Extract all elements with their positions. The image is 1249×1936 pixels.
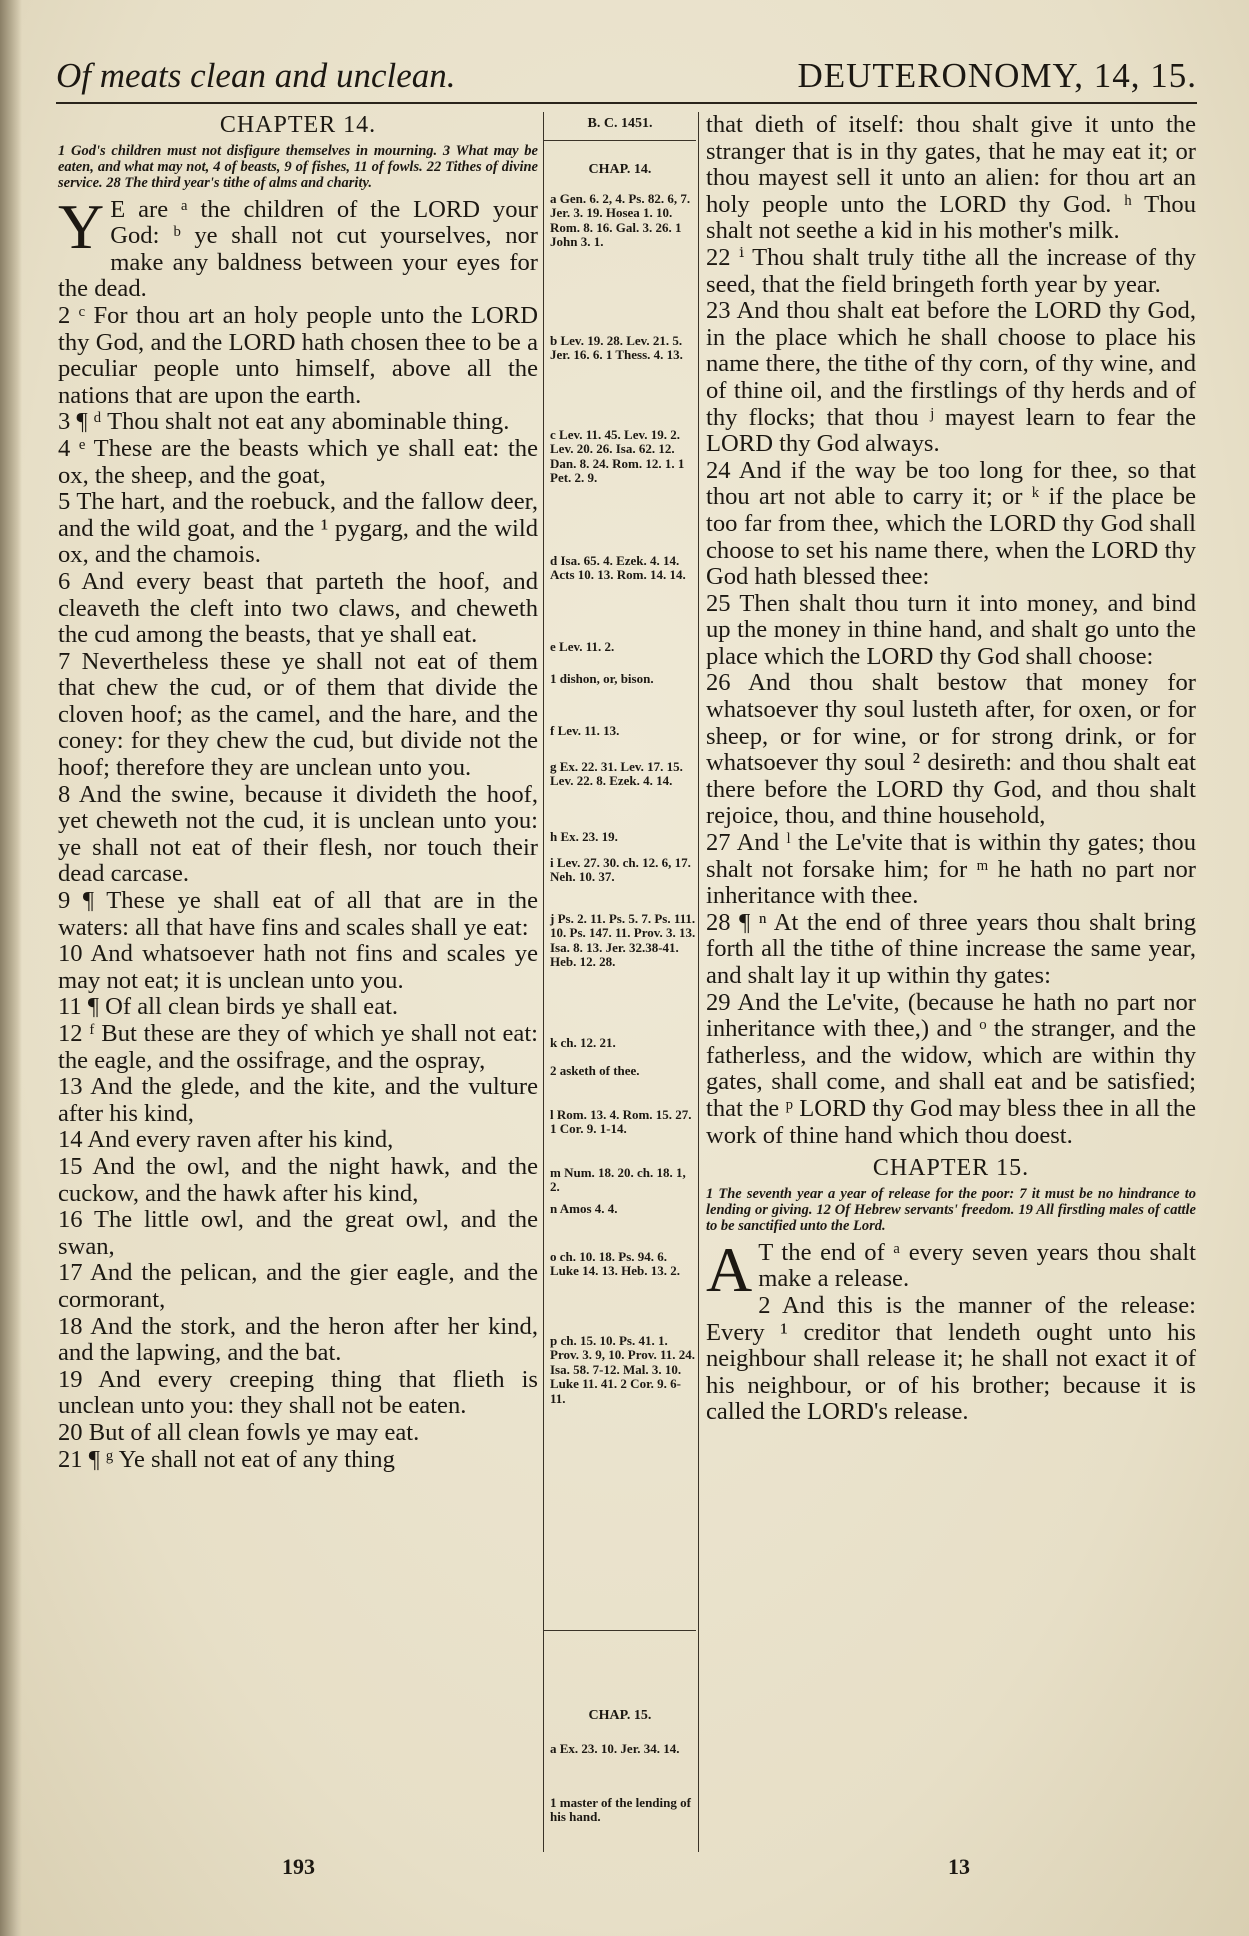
page-number-right: 13 — [948, 1854, 970, 1879]
chapter-summary: 1 God's children must not disfigure themselves in mourning. 3 What may be eaten, and what may not, 4 of beasts, 9 of fishes, 11 of fowls. 22 Tithes of divine service. 28 The third year's tithe of alms and charity. — [58, 142, 538, 191]
cross-reference: n Amos 4. 4. — [550, 1201, 618, 1216]
verse: 8 And the swine, because it divideth the hoof, yet cheweth not the cud, it is unclean unto you: ye shall not eat of their flesh, nor touch their dead carcase. — [58, 780, 538, 888]
first-verse-text: E are ᵃ the children of the LORD your God: ᵇ ye shall not cut yourselves, nor make any baldness between your eyes for the dead. — [58, 195, 538, 303]
chapter-summary: 1 The seventh year a year of release for the poor: 7 it must be no hindrance to lending or giving. 12 Of Hebrew servants' freedom. 19 All firstling males of cattle to be sanctified unto the Lord. — [706, 1185, 1196, 1234]
verse-list — [706, 112, 1196, 1149]
verse: 7 Nevertheless these ye shall not eat of them that chew the cud, or of them that divide the cloven hoof; as the camel, and the hare, and the coney: for they chew the cud, but divide not the hoof; therefore they are unclean unto you. — [58, 647, 538, 782]
column-rule — [698, 112, 699, 1852]
verse: 3 ¶ ᵈ Thou shalt not eat any abominable thing. — [58, 408, 510, 436]
verse: 14 And every raven after his kind, — [58, 1126, 394, 1154]
cross-reference: 1 dishon, or, bison. — [550, 671, 654, 686]
running-head-left: Of meats clean and unclean. — [56, 56, 456, 95]
cross-reference: 2 asketh of thee. — [550, 1063, 640, 1078]
verse: 11 ¶ Of all clean birds ye shall eat. — [58, 993, 399, 1021]
verse: 23 And thou shalt eat before the LORD thy God, in the place which he shall choose to place his name there, the tithe of thy corn, of thy wine, and of thine oil, and the firstlings of thy herds and of thy flocks; that thou ʲ mayest learn to fear the LORD thy God always. — [706, 297, 1196, 458]
chapter-heading: CHAPTER 15. — [872, 1155, 1030, 1182]
cross-reference: a Ex. 23. 10. Jer. 34. 14. — [550, 1741, 680, 1756]
cross-reference: b Lev. 19. 28. Lev. 21. 5. Jer. 16. 6. 1 Thess. 4. 13. — [550, 333, 683, 363]
verse: 5 The hart, and the roebuck, and the fallow deer, and the wild goat, and the ¹ pygarg, and the wild ox, and the chamois. — [58, 488, 538, 569]
verse: 2 ᶜ For thou art an holy people unto the LORD thy God, and the LORD hath chosen thee to be a peculiar people unto himself, above all the nations that are upon the earth. — [58, 301, 538, 409]
column-rule — [543, 112, 544, 1852]
verse: 26 And thou shalt bestow that money for whatsoever thy soul lusteth after, for oxen, or for sheep, or for wine, or for strong drink, or for whatsoever thy soul ² desireth: and thou shalt eat there before the LORD thy God, and thou shalt rejoice, thou, and thine household, — [706, 669, 1196, 830]
verse: 13 And the glede, and the kite, and the vulture after his kind, — [58, 1073, 538, 1127]
cross-reference: a Gen. 6. 2, 4. Ps. 82. 6, 7. Jer. 3. 19. Hosea 1. 10. Rom. 8. 16. Gal. 3. 26. 1 John 3. 1. — [550, 191, 691, 250]
chapter-heading: CHAPTER 14. — [219, 112, 377, 138]
divider — [544, 140, 696, 141]
first-verse — [58, 190, 538, 303]
cross-reference: j Ps. 2. 11. Ps. 5. 7. Ps. 111. 10. Ps. 147. 11. Prov. 3. 13. Isa. 8. 13. Jer. 32.38-41. Heb. 12. 28. — [550, 911, 696, 970]
binding-shadow — [0, 0, 22, 1936]
cross-reference: h Ex. 23. 19. — [550, 829, 618, 844]
divider — [544, 1630, 696, 1631]
verse: 21 ¶ ᵍ Ye shall not eat of any thing — [58, 1445, 395, 1473]
running-head-right: DEUTERONOMY, 14, 15. — [797, 56, 1197, 95]
cross-reference: 1 master of the lending of his hand. — [550, 1795, 691, 1825]
first-verse-text: T the end of ᵃ every seven years thou shalt make a release. — [758, 1238, 1196, 1293]
verse: 4 ᵉ These are the beasts which ye shall eat: the ox, the sheep, and the goat, — [58, 434, 538, 489]
verse: 18 And the stork, and the heron after her kind, and the lapwing, and the bat. — [58, 1312, 538, 1367]
verse: 22 ⁱ Thou shalt truly tithe all the increase of thy seed, that the field bringeth forth year by year. — [706, 243, 1196, 298]
verse-list — [58, 303, 538, 1473]
date-marker: B. C. 1451. — [587, 116, 653, 131]
page-number-left: 193 — [282, 1854, 315, 1879]
chapter-ref-heading: CHAP. 15. — [588, 1708, 652, 1723]
cross-reference: p ch. 15. 10. Ps. 41. 1. Prov. 3. 9, 10. Prov. 11. 24. Isa. 58. 7-12. Mal. 3. 10. Luke 11. 41. 2 Cor. 9. 6-11. — [550, 1333, 696, 1406]
verse: 2 And this is the manner of the release: Every ¹ creditor that lendeth ought unto his neighbour shall release it; he shall not exact it of his neighbour, or of his brother; because it is called the LORD's release. — [706, 1291, 1196, 1426]
verse: 27 And ˡ the Le'vite that is within thy gates; thou shalt not forsake him; for ᵐ he hath no part nor inheritance with thee. — [706, 829, 1196, 910]
verse: 9 ¶ These ye shall eat of all that are in the waters: all that have fins and scales shall ye eat: — [58, 887, 538, 941]
cross-reference: o ch. 10. 18. Ps. 94. 6. Luke 14. 13. Heb. 13. 2. — [550, 1249, 681, 1279]
verse: 10 And whatsoever hath not fins and scales ye may not eat; it is unclean unto you. — [58, 940, 538, 994]
cross-reference: k ch. 12. 21. — [550, 1035, 616, 1050]
verse: 16 The little owl, and the great owl, and the swan, — [58, 1206, 538, 1260]
chapter-ref-heading: CHAP. 14. — [588, 162, 652, 177]
cross-reference: f Lev. 11. 13. — [550, 723, 620, 738]
verse: 24 And if the way be too long for thee, so that thou art not able to carry it; or ᵏ if the place be too far from thee, which the LORD thy God shall choose to set his name there, when the LORD thy God hath blessed thee: — [706, 456, 1196, 591]
cross-reference: d Isa. 65. 4. Ezek. 4. 14. Acts 10. 13. Rom. 14. 14. — [550, 553, 686, 583]
first-verse — [706, 1233, 1196, 1305]
verse-list — [706, 1293, 1196, 1426]
verse: 29 And the Le'vite, (because he hath no part nor inheritance with thee,) and ᵒ the stranger, and the fatherless, and the widow, which are within thy gates, shall come, and shall eat and be satisfied; that the ᵖ LORD thy God may bless thee in all the work of thine hand which thou doest. — [706, 988, 1196, 1149]
verse: 12 ᶠ But these are they of which ye shall not eat: the eagle, and the ossifrage, and the ospray, — [58, 1020, 538, 1074]
left-column — [58, 112, 538, 1473]
cross-reference: i Lev. 27. 30. ch. 12. 6, 17. Neh. 10. 37. — [550, 855, 691, 885]
right-column — [706, 112, 1196, 1426]
drop-cap: A — [706, 1233, 753, 1305]
verse: 28 ¶ ⁿ At the end of three years thou shalt bring forth all the tithe of thine increase the same year, and shalt lay it up within thy gates: — [706, 908, 1196, 989]
verse: 19 And every creeping thing that flieth is unclean unto you: they shall not be eaten. — [58, 1365, 538, 1420]
running-head — [56, 56, 1197, 104]
verse: 20 But of all clean fowls ye may eat. — [58, 1418, 420, 1446]
cross-reference: l Rom. 13. 4. Rom. 15. 27. 1 Cor. 9. 1-14. — [550, 1107, 692, 1137]
cross-reference: m Num. 18. 20. ch. 18. 1, 2. — [550, 1165, 686, 1195]
cross-reference: e Lev. 11. 2. — [550, 639, 615, 654]
drop-cap: Y — [58, 190, 105, 262]
verse: 15 And the owl, and the night hawk, and the cuckow, and the hawk after his kind, — [58, 1152, 538, 1207]
verse: 6 And every beast that parteth the hoof, and cleaveth the cleft into two claws, and cheweth the cud among the beasts, that ye shall eat. — [58, 567, 538, 649]
cross-reference: c Lev. 11. 45. Lev. 19. 2. Lev. 20. 26. Isa. 62. 12. Dan. 8. 24. Rom. 12. 1. 1 Pet. 2. 9. — [550, 427, 685, 486]
verse: 25 Then shalt thou turn it into money, and bind up the money in thine hand, and shalt go unto the place which the LORD thy God shall choose: — [706, 589, 1196, 670]
verse: 17 And the pelican, and the gier eagle, and the cormorant, — [58, 1259, 538, 1313]
verse: that dieth of itself: thou shalt give it unto the stranger that is in thy gates, that he may eat it; or thou mayest sell it unto an alien: for thou art an holy people unto the LORD thy God. ʰ Thou shalt not seethe a kid in his mother's milk. — [706, 111, 1196, 245]
cross-reference: g Ex. 22. 31. Lev. 17. 15. Lev. 22. 8. Ezek. 4. 14. — [550, 759, 683, 789]
